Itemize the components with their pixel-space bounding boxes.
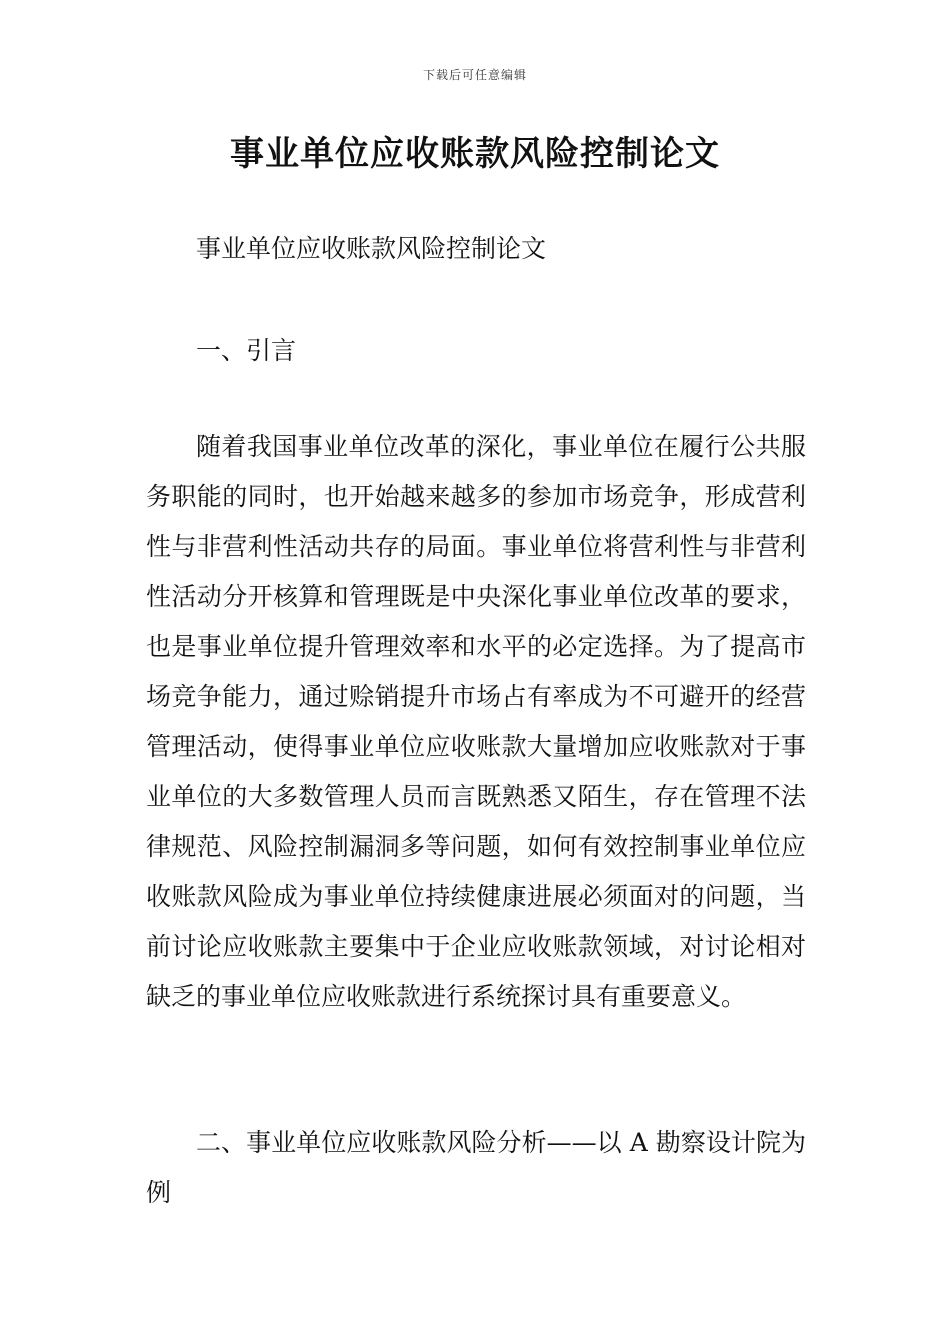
document-title: 事业单位应收账款风险控制论文 — [230, 134, 720, 174]
document-subtitle: 事业单位应收账款风险控制论文 — [196, 234, 547, 263]
section-1-body: 随着我国事业单位改革的深化，事业单位在履行公共服务职能的同时，也开始越来越多的参加市场竞争，形成营利性与非营利性活动共存的局面。事业单位将营利性与非营利性活动分开核算和管理既是中央深化事业单位改革的要求，也是事业单位提升管理效率和水平的必定选择。为了提高市场竞争能力，通过赊销提升市场占有率成为不可避开的经营管理活动，使得事业单位应收账款大量增加应收账款对于事业单位的大多数管理人员而言既熟悉又陌生，存在管理不法律规范、风险控制漏洞多等问题，如何有效控制事业单位应收账款风险成为事业单位持续健康进展必须面对的问题，当前讨论应收账款主要集中于企业应收账款领域，对讨论相对缺乏的事业单位应收账款进行系统探讨具有重要意义。 — [146, 432, 806, 1011]
section-1-heading: 一、引言 — [196, 336, 297, 365]
section-2-heading: 二、事业单位应收账款风险分析——以 A 勘察设计院为例 — [146, 1128, 806, 1207]
header-note: 下载后可任意编辑 — [422, 68, 527, 82]
